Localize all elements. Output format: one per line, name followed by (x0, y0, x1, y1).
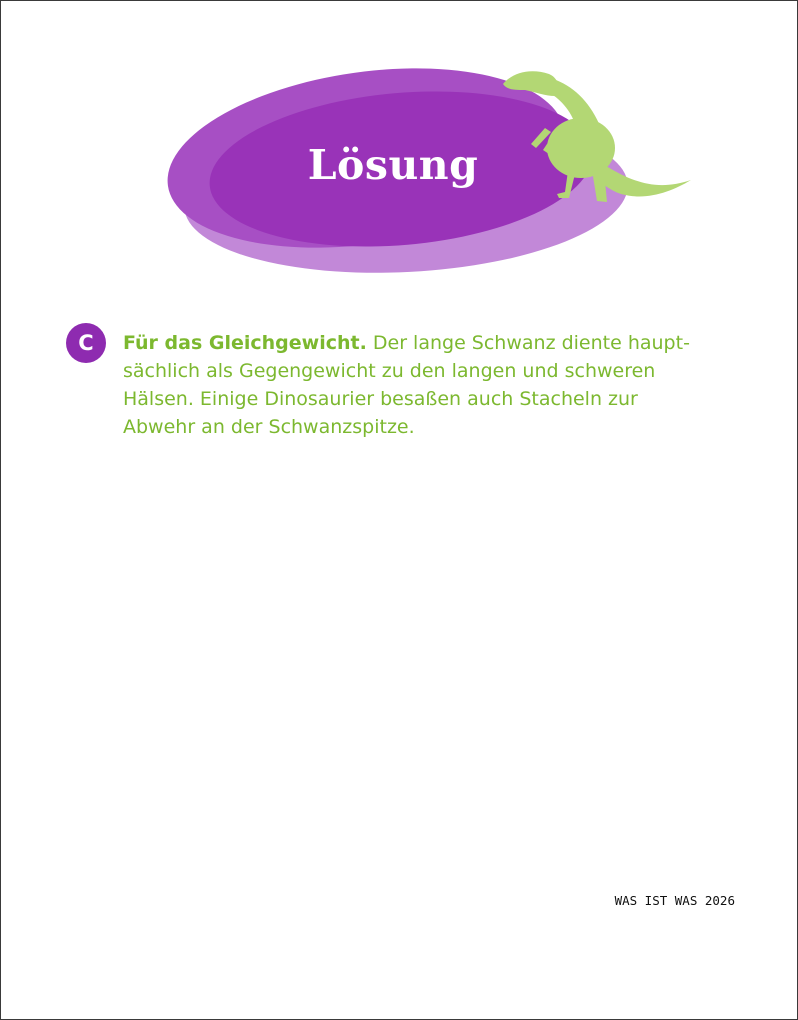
answer-letter-badge: C (66, 323, 106, 363)
answer-lead: Für das Gleichgewicht. (123, 332, 367, 354)
answer-paragraph (123, 329, 713, 441)
page-title: Lösung (307, 141, 479, 189)
footer-credit: WAS IST WAS 2026 (614, 893, 735, 908)
answer-body: Der lange Schwanz diente haupt- sächlich als Gegengewicht zu den langen und schweren Hälsen. Einige Dinosaurier besaßen auch Stacheln zur Abwehr an der Schwanzspitze. (123, 332, 690, 438)
